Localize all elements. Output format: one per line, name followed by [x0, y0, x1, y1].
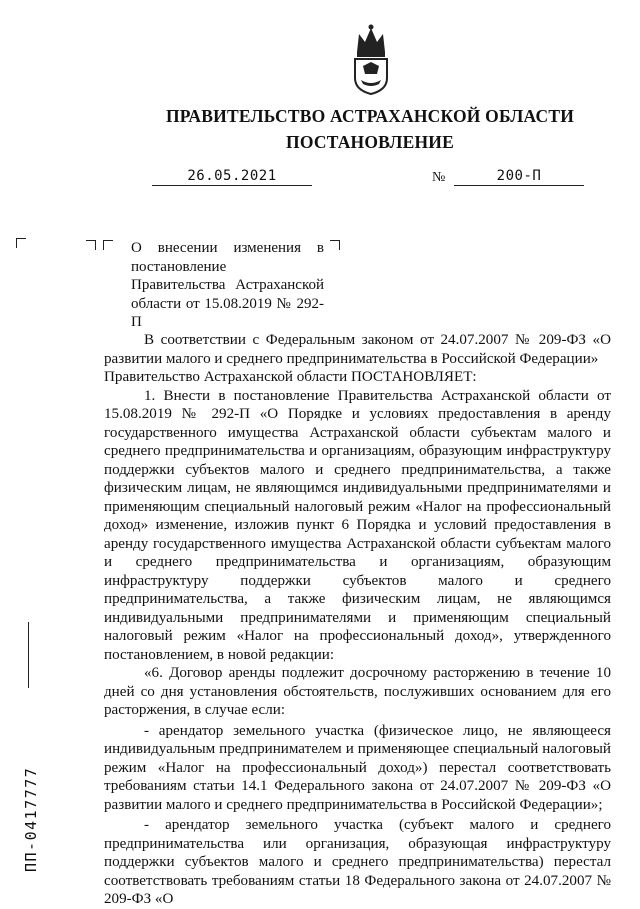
- dash-item-2: - арендатор земельного участка (субъект малого и среднего предпринимательства или организация, образующая инфраструктуру поддержки субъектов малого и среднего предпринимательства) перестал соответствовать требованиям статьи 18 Федерального закона от 24.07.2007 № 209-ФЗ «О: [104, 817, 611, 907]
- document-subject: О внесении изменения в постановление Правительства Астраханской области от 15.08.2019 № 292-П: [131, 240, 324, 330]
- resolves-paragraph: Правительство Астраханской области ПОСТАНОВЛЯЕТ:: [104, 369, 477, 385]
- corner-bracket: [330, 240, 340, 250]
- corner-bracket: [86, 240, 96, 250]
- serial-number: ПП-0417777: [22, 766, 40, 872]
- dash-item-1: - арендатор земельного участка (физическое лицо, не являющееся индивидуальным предпринимателем и применяющее специальный налоговый режим «Налог на профессиональный доход») перестал соответствовать требованиям статьи 14.1 Федерального закона от 24.07.2007 № 209-ФЗ «О развитии малого и среднего предпринимательства в Российской Федерации»;: [104, 722, 611, 813]
- corner-bracket: [103, 240, 113, 250]
- document-type: ПОСТАНОВЛЕНИЕ: [286, 132, 454, 152]
- margin-line: [28, 622, 29, 688]
- coat-of-arms-emblem: [345, 22, 397, 96]
- number-underline: [454, 185, 584, 186]
- corner-bracket: [16, 238, 26, 248]
- item-1-paragraph: 1. Внести в постановление Правительства Астраханской области от 15.08.2019 № 292-П «О Порядке и условиях предоставления в аренду государственного имущества Астраханской области субъектам малого и среднего предпринимательства и организациям, образующим инфраструктуру поддержки субъектов малого и среднего предпринимательства, а также физическим лицам, не являющимся индивидуальными предпринимателями и применяющим специальный налоговый режим «Налог на профессиональный доход» изменение, изложив пункт 6 Порядка и условий предоставления в аренду государственного имущества Астраханской области субъектам малого и среднего предпринимательства и организациям, образующим инфраструктуру поддержки субъектов малого и среднего предпринимательства, а также физическим лицам, не являющимся индивидуальными предпринимателями и применяющим специальный налоговый режим «Налог на профессиональный доход», утвержденного постановлением, в новой редакции:: [104, 387, 611, 663]
- government-title: ПРАВИТЕЛЬСТВО АСТРАХАНСКОЙ ОБЛАСТИ: [165, 106, 575, 126]
- document-body: [104, 331, 611, 909]
- document-date: 26.05.2021: [187, 168, 277, 184]
- quote-paragraph: «6. Договор аренды подлежит досрочному расторжению в течение 10 дней со дня установления обстоятельств, послуживших основанием для его расторжения, в случае если:: [104, 665, 611, 718]
- intro-paragraph: В соответствии с Федеральным законом от 24.07.2007 № 209-ФЗ «О развитии малого и среднего предпринимательства в Российской Федерации»: [104, 332, 611, 367]
- number-sign: №: [432, 170, 446, 185]
- document-number: 200-П: [496, 168, 542, 184]
- date-underline: [152, 185, 312, 186]
